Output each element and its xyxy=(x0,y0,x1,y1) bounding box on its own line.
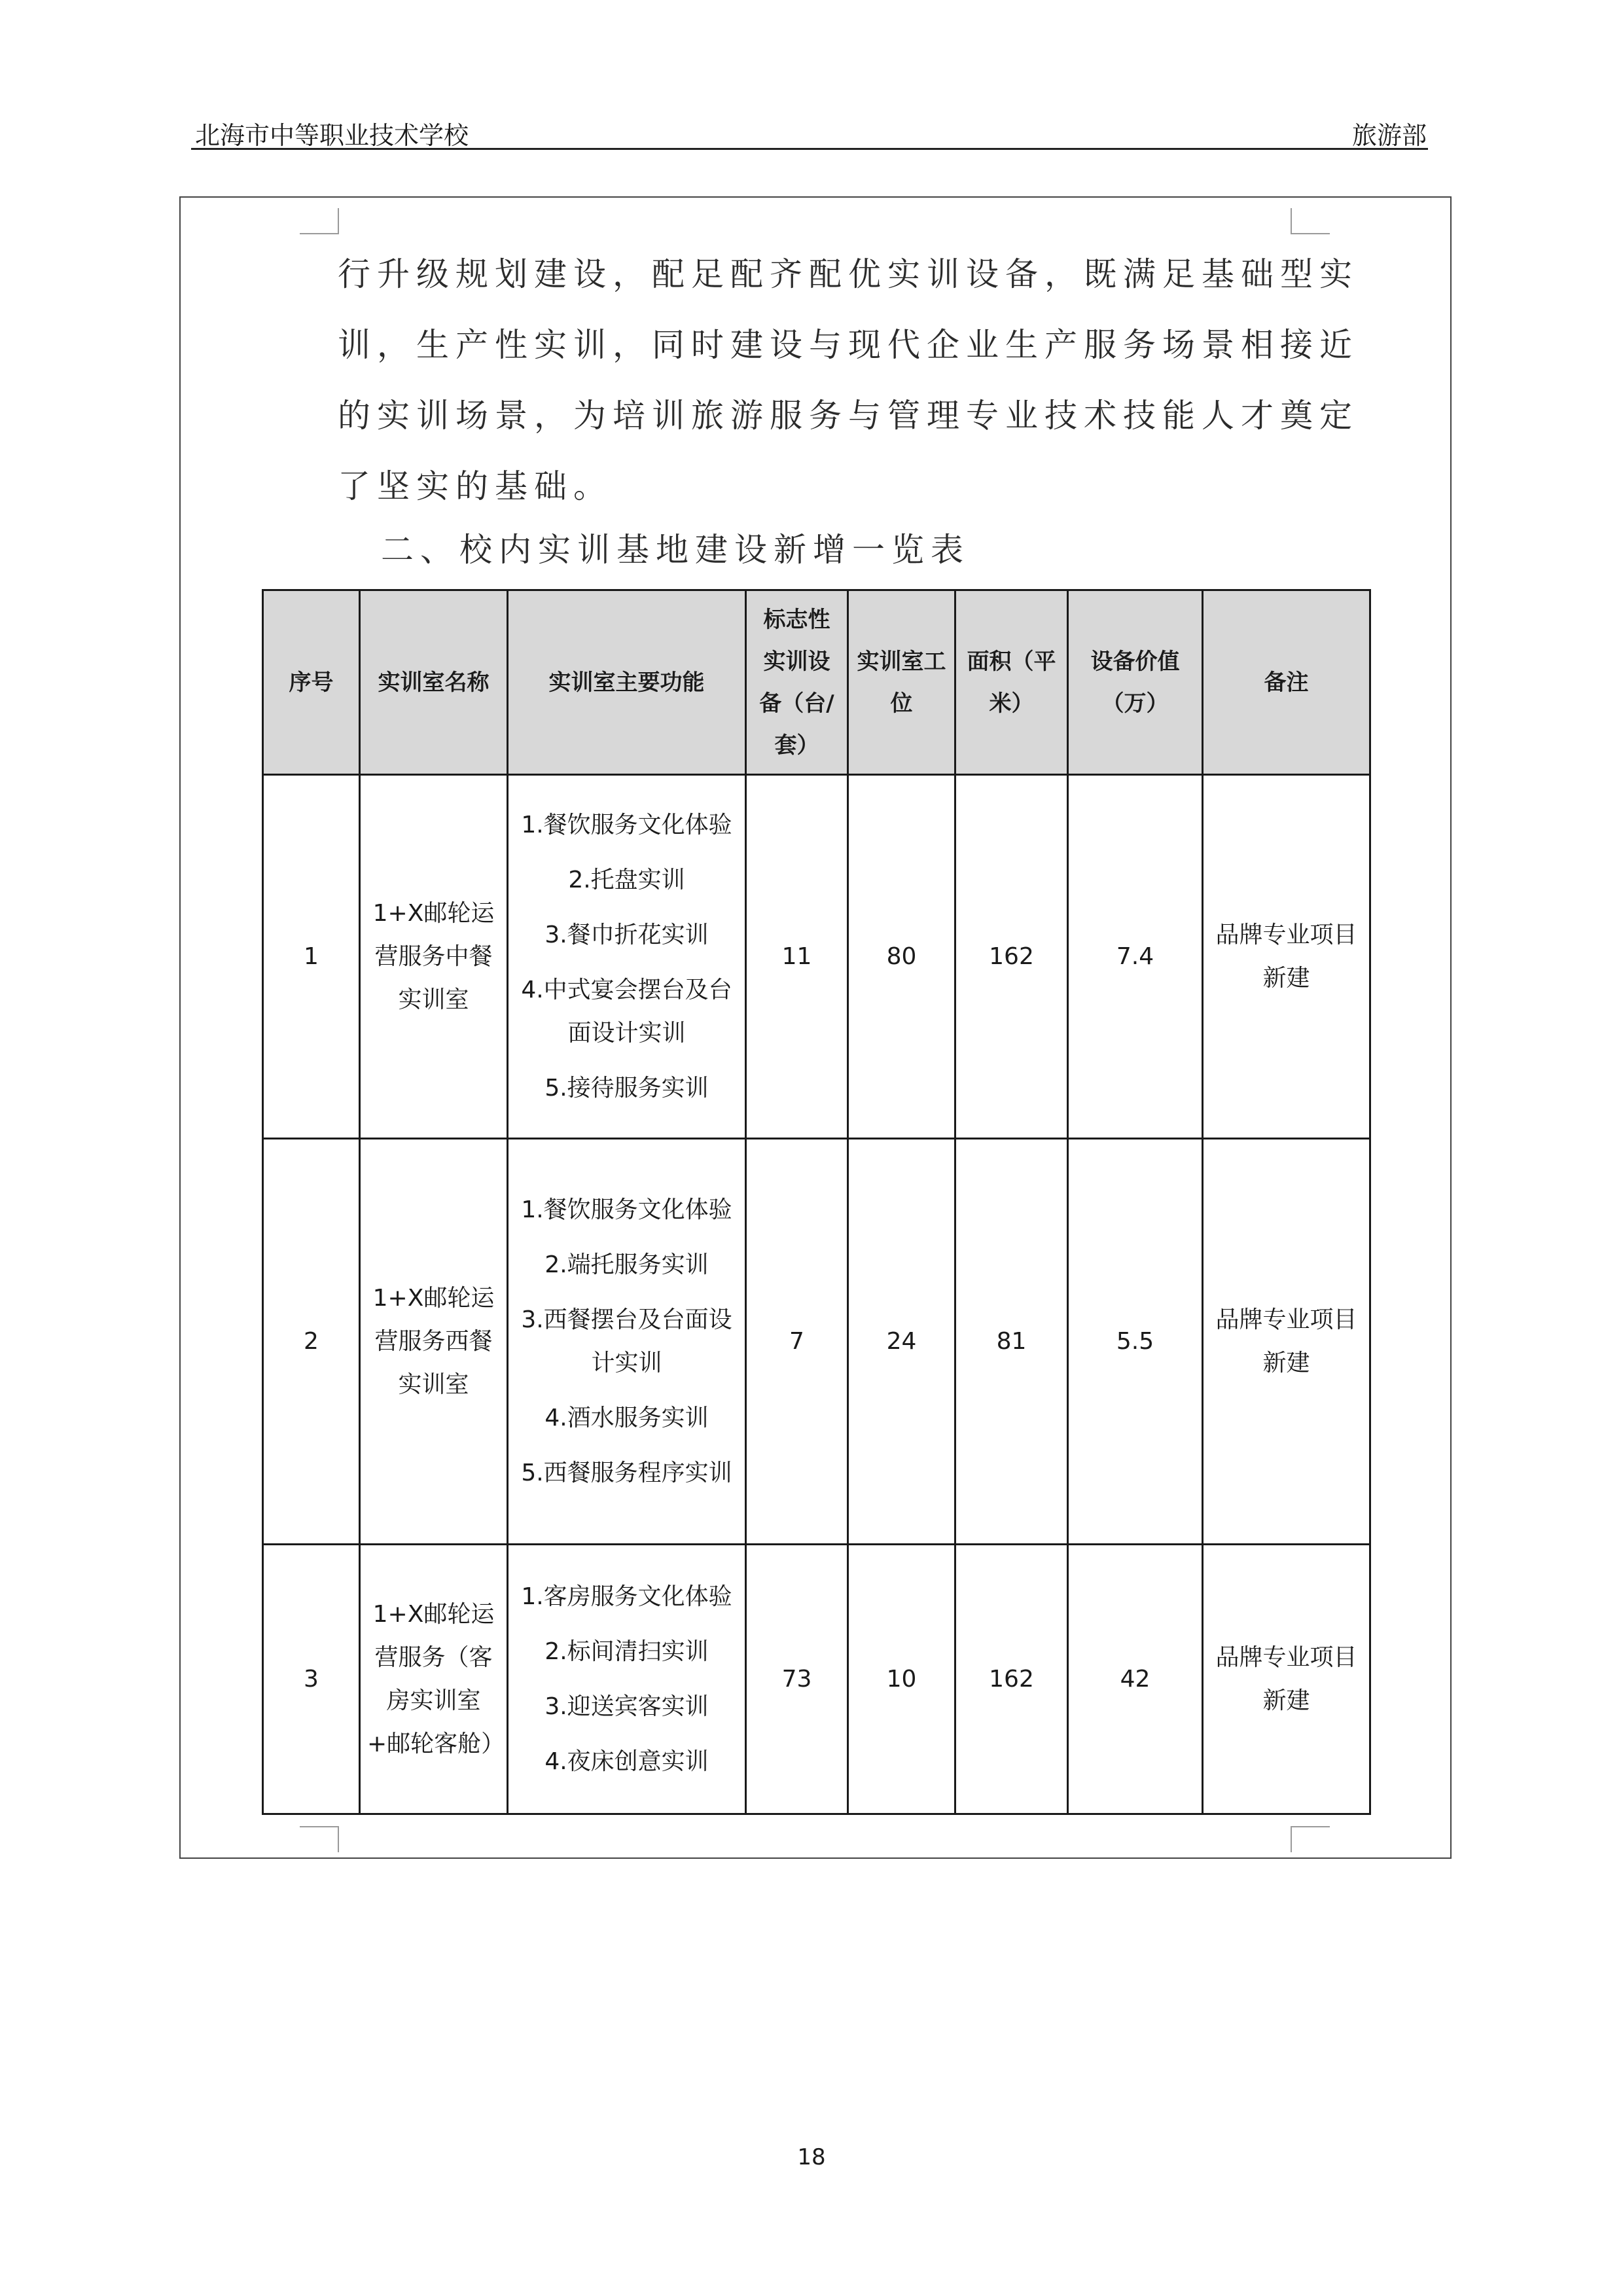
function-item: 4.中式宴会摆台及台面设计实训 xyxy=(521,976,732,1047)
cell-value: 5.5 xyxy=(1068,1139,1203,1545)
cell-name: 1+X邮轮运营服务西餐实训室 xyxy=(360,1139,508,1545)
cell-equipment: 11 xyxy=(746,775,848,1139)
function-item: 2.标间清扫实训 xyxy=(544,1638,709,1665)
table-header-row xyxy=(263,590,1370,775)
section-title: 二、校内实训基地建设新增一览表 xyxy=(381,531,970,569)
header-department: 旅游部 xyxy=(1351,121,1427,150)
function-item: 4.夜床创意实训 xyxy=(544,1748,709,1775)
th-functions: 实训室主要功能 xyxy=(508,590,746,775)
table-row xyxy=(263,1545,1370,1814)
cell-value: 7.4 xyxy=(1068,775,1203,1139)
cell-name: 1+X邮轮运营服务中餐实训室 xyxy=(360,775,508,1139)
cell-stations: 24 xyxy=(848,1139,955,1545)
paragraph-line: 训，生产性实训，同时建设与现代企业生产服务场景相接近 xyxy=(338,326,1359,364)
th-equipment: 标志性实训设备（台/套） xyxy=(746,590,848,775)
cell-functions xyxy=(508,775,746,1139)
cell-name: 1+X邮轮运营服务（客房实训室+邮轮客舱） xyxy=(360,1545,508,1814)
th-note: 备注 xyxy=(1203,590,1370,775)
function-item: 2.端托服务实训 xyxy=(544,1251,709,1278)
function-item: 5.西餐服务程序实训 xyxy=(521,1459,732,1486)
cell-value: 42 xyxy=(1068,1545,1203,1814)
crop-mark-top-right xyxy=(1291,208,1330,234)
cell-no: 1 xyxy=(263,775,360,1139)
header-school: 北海市中等职业技术学校 xyxy=(195,121,469,150)
th-value: 设备价值（万） xyxy=(1068,590,1203,775)
th-name: 实训室名称 xyxy=(360,590,508,775)
cell-area: 81 xyxy=(955,1139,1068,1545)
cell-area: 162 xyxy=(955,775,1068,1139)
paragraph-line: 行升级规划建设，配足配齐配优实训设备，既满足基础型实 xyxy=(338,255,1359,293)
cell-stations: 80 xyxy=(848,775,955,1139)
cell-equipment: 73 xyxy=(746,1545,848,1814)
function-item: 1.客房服务文化体验 xyxy=(521,1583,732,1610)
crop-mark-bottom-left xyxy=(300,1826,339,1852)
table-row xyxy=(263,775,1370,1139)
cell-note: 品牌专业项目新建 xyxy=(1203,1139,1370,1545)
table-row xyxy=(263,1139,1370,1545)
cell-no: 2 xyxy=(263,1139,360,1545)
function-item: 3.餐巾折花实训 xyxy=(544,921,709,948)
function-item: 2.托盘实训 xyxy=(568,866,685,893)
cell-stations: 10 xyxy=(848,1545,955,1814)
th-area: 面积（平米） xyxy=(955,590,1068,775)
header-rule xyxy=(191,148,1428,150)
cell-area: 162 xyxy=(955,1545,1068,1814)
training-room-table xyxy=(262,589,1371,1815)
function-item: 1.餐饮服务文化体验 xyxy=(521,811,732,838)
cell-no: 3 xyxy=(263,1545,360,1814)
function-item: 4.酒水服务实训 xyxy=(544,1404,709,1431)
cell-note: 品牌专业项目新建 xyxy=(1203,775,1370,1139)
crop-mark-top-left xyxy=(300,208,339,234)
cell-equipment: 7 xyxy=(746,1139,848,1545)
function-item: 3.迎送宾客实训 xyxy=(544,1693,709,1720)
body-paragraph xyxy=(338,239,1359,522)
cell-note: 品牌专业项目新建 xyxy=(1203,1545,1370,1814)
page-number: 18 xyxy=(797,2144,826,2170)
cell-functions xyxy=(508,1545,746,1814)
paragraph-line: 了坚实的基础。 xyxy=(338,467,613,505)
function-item: 5.接待服务实训 xyxy=(544,1074,709,1102)
th-no: 序号 xyxy=(263,590,360,775)
crop-mark-bottom-right xyxy=(1291,1826,1330,1852)
cell-functions xyxy=(508,1139,746,1545)
function-item: 3.西餐摆台及台面设计实训 xyxy=(521,1306,732,1376)
function-item: 1.餐饮服务文化体验 xyxy=(521,1196,732,1223)
th-stations: 实训室工位 xyxy=(848,590,955,775)
paragraph-line: 的实训场景，为培训旅游服务与管理专业技术技能人才奠定 xyxy=(338,397,1359,435)
